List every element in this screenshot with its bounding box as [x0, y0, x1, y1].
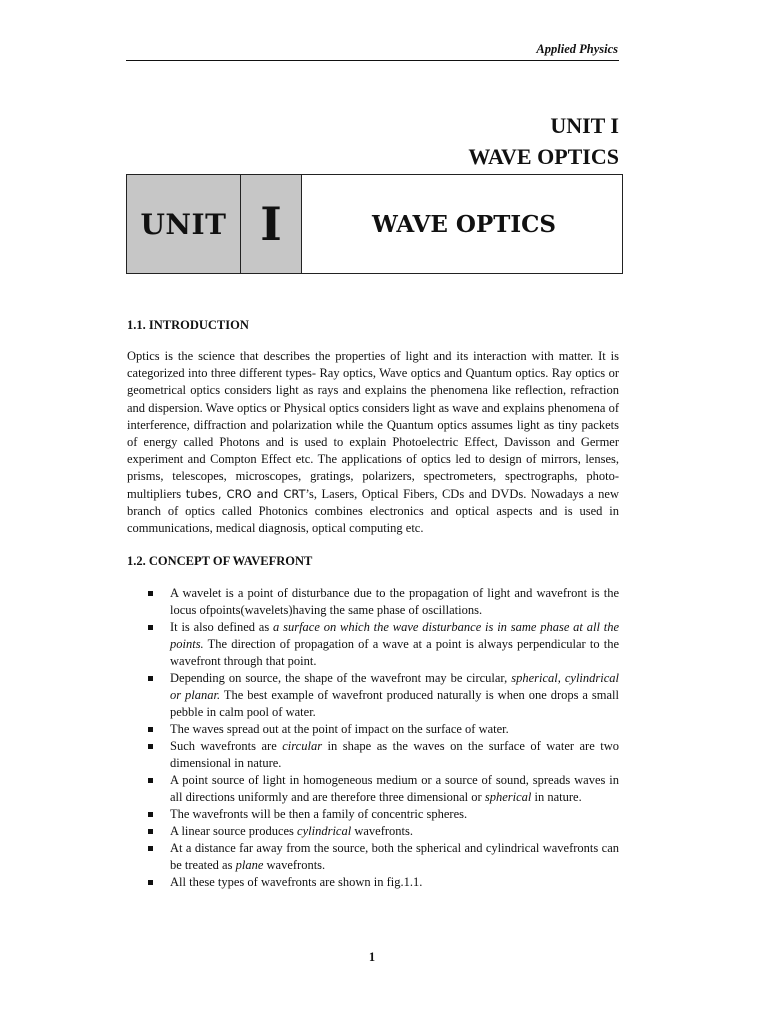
list-item — [148, 874, 619, 891]
bullet-text: The best example of wavefront produced naturally is when one drops a small pebble in calm pool of water. — [170, 688, 619, 719]
running-header: Applied Physics — [536, 42, 618, 56]
bullet-emphasis: spherical — [484, 790, 532, 804]
bullet-text: The direction of propagation of a wave at a point is always perpendicular to the wavefront through that point. — [170, 637, 619, 668]
bullet-text: The wavefronts will be then a family of concentric spheres. — [170, 807, 468, 821]
bullet-text: A linear source produces — [170, 824, 298, 838]
section-heading-wavefront: 1.2. CONCEPT OF WAVEFRONT — [127, 554, 313, 568]
bullet-icon — [148, 744, 153, 749]
bullet-emphasis: circular — [282, 739, 323, 753]
bullet-icon — [148, 625, 153, 630]
bullet-text: The waves spread out at the point of impact on the surface of water. — [170, 722, 509, 736]
bullet-emphasis: spherical, cylindrical or planar. — [170, 671, 620, 702]
bullet-text: A point source of light in homogeneous medium or a source of sound, spreads waves in all directions uniformly and are therefore three dimensional or — [170, 773, 619, 804]
bullet-icon — [148, 880, 153, 885]
bullet-icon — [148, 591, 153, 596]
banner-unit-number: I — [241, 175, 302, 273]
unit-banner — [126, 174, 623, 274]
bullet-text: It is also defined as — [170, 620, 274, 634]
bullet-icon — [148, 846, 153, 851]
unit-heading-line2: WAVE OPTICS — [468, 144, 619, 169]
list-item — [148, 840, 619, 874]
unit-heading — [380, 110, 619, 172]
unit-heading-line1: UNIT I — [550, 113, 619, 138]
bullet-icon — [148, 812, 153, 817]
bullet-icon — [148, 676, 153, 681]
bullet-icon — [148, 727, 153, 732]
intro-text-1: Optics is the science that describes the properties of light and its interaction with matter. It is categorized into three different types- Ray optics, Wave optics and Quantum optics. Ray optics or geometrical optics considers light as rays and explains the phenomena like reflection, refraction and dispersion. Wave optics or Physical optics considers light as wave and explains phenomena of interference, diffraction and polarization while the Quantum optics assumes light as tiny packets of energy called Photons and is used to explain Photoelectric Effect, Davisson and Germer experiment and Compton Effect etc. The applications of optics led to design of mirrors, lenses, prisms, telescopes, microscopes, gratings, polarizers, spectrometers, spectrographs, photo-multipliers — [127, 349, 619, 501]
bullet-text: Such wavefronts are — [170, 739, 283, 753]
list-item — [148, 721, 619, 738]
bullet-text: in nature. — [531, 790, 582, 804]
bullet-text: At a distance far away from the source, both the spherical and cylindrical wavefronts can be treated as — [170, 841, 619, 872]
wavefront-bullet-list — [148, 585, 619, 891]
bullet-text: All these types of wavefronts are shown in fig.1.1. — [170, 875, 423, 889]
intro-text-3: ’s, Lasers, Optical Fibers, CDs and DVDs. Nowadays a new branch of optics called Photonics combines electronics and optical aspects and is used in communications, medical diagnosis, optical computing etc. — [127, 486, 619, 536]
bullet-emphasis: cylindrical — [297, 824, 352, 838]
header-rule — [126, 60, 619, 61]
page-number: 1 — [368, 950, 376, 964]
list-item — [148, 585, 619, 619]
list-item — [148, 823, 619, 840]
bullet-text: wavefronts. — [263, 858, 326, 872]
bullet-text: A wavelet is a point of disturbance due to the propagation of light and wavefront is the locus ofpoints(wavelets)having the same phase of oscillations. — [170, 586, 619, 617]
bullet-emphasis: a surface on which the wave disturbance is in same phase at all the points. — [170, 620, 619, 651]
banner-unit-label: UNIT — [127, 175, 241, 273]
introduction-paragraph — [127, 348, 619, 537]
bullet-emphasis: plane — [235, 858, 264, 872]
bullet-text: in shape as the waves on the surface of water are two dimensional in nature. — [170, 739, 620, 770]
list-item — [148, 806, 619, 823]
bullet-text: wavefronts. — [351, 824, 413, 838]
bullet-icon — [148, 829, 153, 834]
bullet-text: Depending on source, the shape of the wavefront may be circular, — [170, 671, 512, 685]
list-item — [148, 772, 619, 806]
list-item — [148, 619, 619, 670]
section-heading-introduction: 1.1. INTRODUCTION — [127, 318, 249, 332]
banner-title: WAVE OPTICS — [372, 210, 557, 238]
bullet-icon — [148, 778, 153, 783]
list-item — [148, 738, 619, 772]
list-item — [148, 670, 619, 721]
intro-text-2: tubes, CRO and CRT — [185, 486, 306, 501]
